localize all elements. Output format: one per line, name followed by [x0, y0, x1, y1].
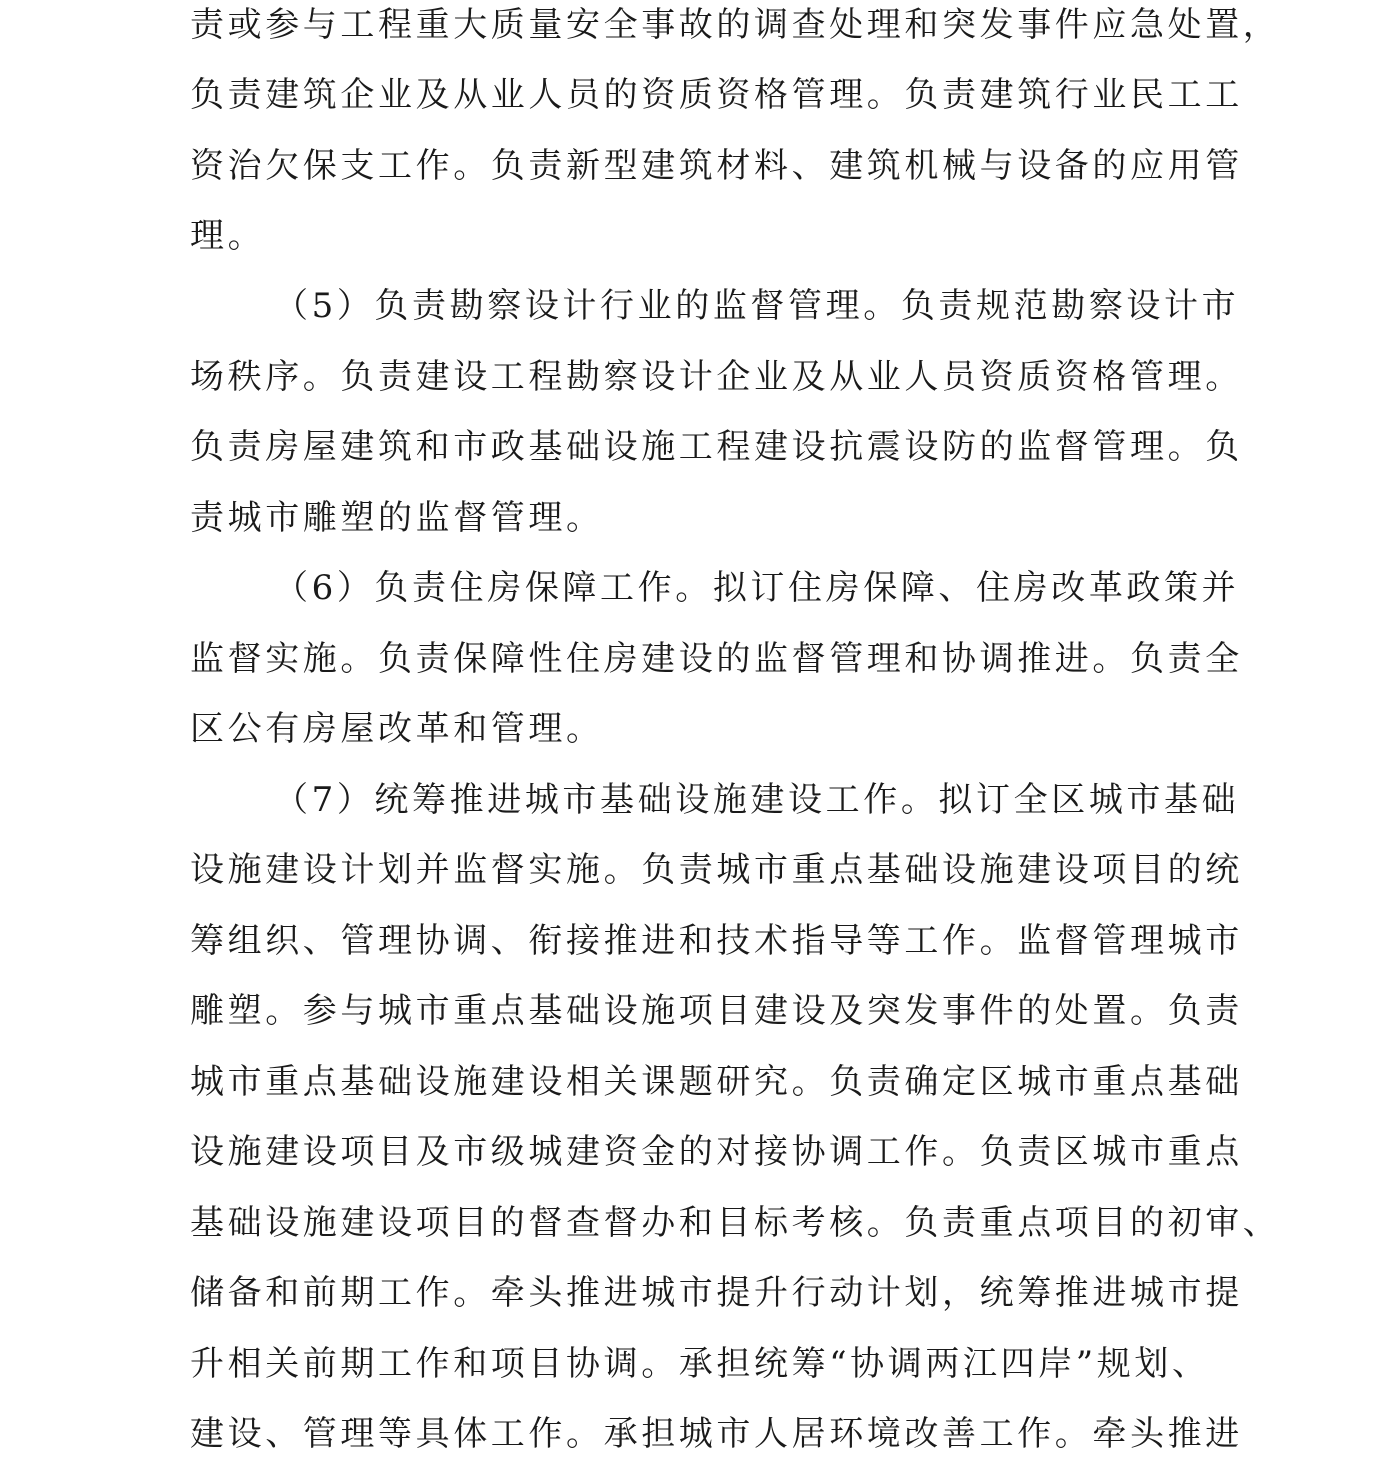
paragraph-7-first-line: （7）统筹推进城市基础设施建设工作。拟订全区城市基础: [274, 780, 1240, 820]
text-line: 负责建筑企业及从业人员的资质资格管理。负责建筑行业民工工: [190, 75, 1243, 115]
paragraph-6-first-line: （6）负责住房保障工作。拟订住房保障、住房改革政策并: [274, 568, 1240, 608]
text-line: 资治欠保支工作。负责新型建筑材料、建筑机械与设备的应用管: [190, 146, 1243, 186]
text-line: 储备和前期工作。牵头推进城市提升行动计划，统筹推进城市提: [190, 1273, 1243, 1313]
text-line: 城市重点基础设施建设相关课题研究。负责确定区城市重点基础: [190, 1062, 1243, 1102]
text-line: 责或参与工程重大质量安全事故的调查处理和突发事件应急处置，: [190, 5, 1281, 45]
text-line: 雕塑。参与城市重点基础设施项目建设及突发事件的处置。负责: [190, 991, 1243, 1031]
text-line: 设施建设项目及市级城建资金的对接协调工作。负责区城市重点: [190, 1132, 1243, 1172]
text-line: 监督实施。负责保障性住房建设的监督管理和协调推进。负责全: [190, 639, 1243, 679]
paragraph-5-first-line: （5）负责勘察设计行业的监督管理。负责规范勘察设计市: [274, 286, 1240, 326]
text-line: 基础设施建设项目的督查督办和目标考核。负责重点项目的初审、: [190, 1203, 1281, 1243]
text-line: 建设、管理等具体工作。承担城市人居环境改善工作。牵头推进: [190, 1414, 1243, 1454]
text-line: 区公有房屋改革和管理。: [190, 709, 604, 749]
text-line: 理。: [190, 216, 266, 256]
text-line: 设施建设计划并监督实施。负责城市重点基础设施建设项目的统: [190, 850, 1243, 890]
text-line: 筹组织、管理协调、衔接推进和技术指导等工作。监督管理城市: [190, 921, 1243, 961]
text-line: 升相关前期工作和项目协调。承担统筹“协调两江四岸”规划、: [190, 1344, 1210, 1384]
text-line: 场秩序。负责建设工程勘察设计企业及从业人员资质资格管理。: [190, 357, 1243, 397]
text-line: 负责房屋建筑和市政基础设施工程建设抗震设防的监督管理。负: [190, 427, 1243, 467]
text-line: 责城市雕塑的监督管理。: [190, 498, 604, 538]
document-page: [190, 0, 1281, 1457]
